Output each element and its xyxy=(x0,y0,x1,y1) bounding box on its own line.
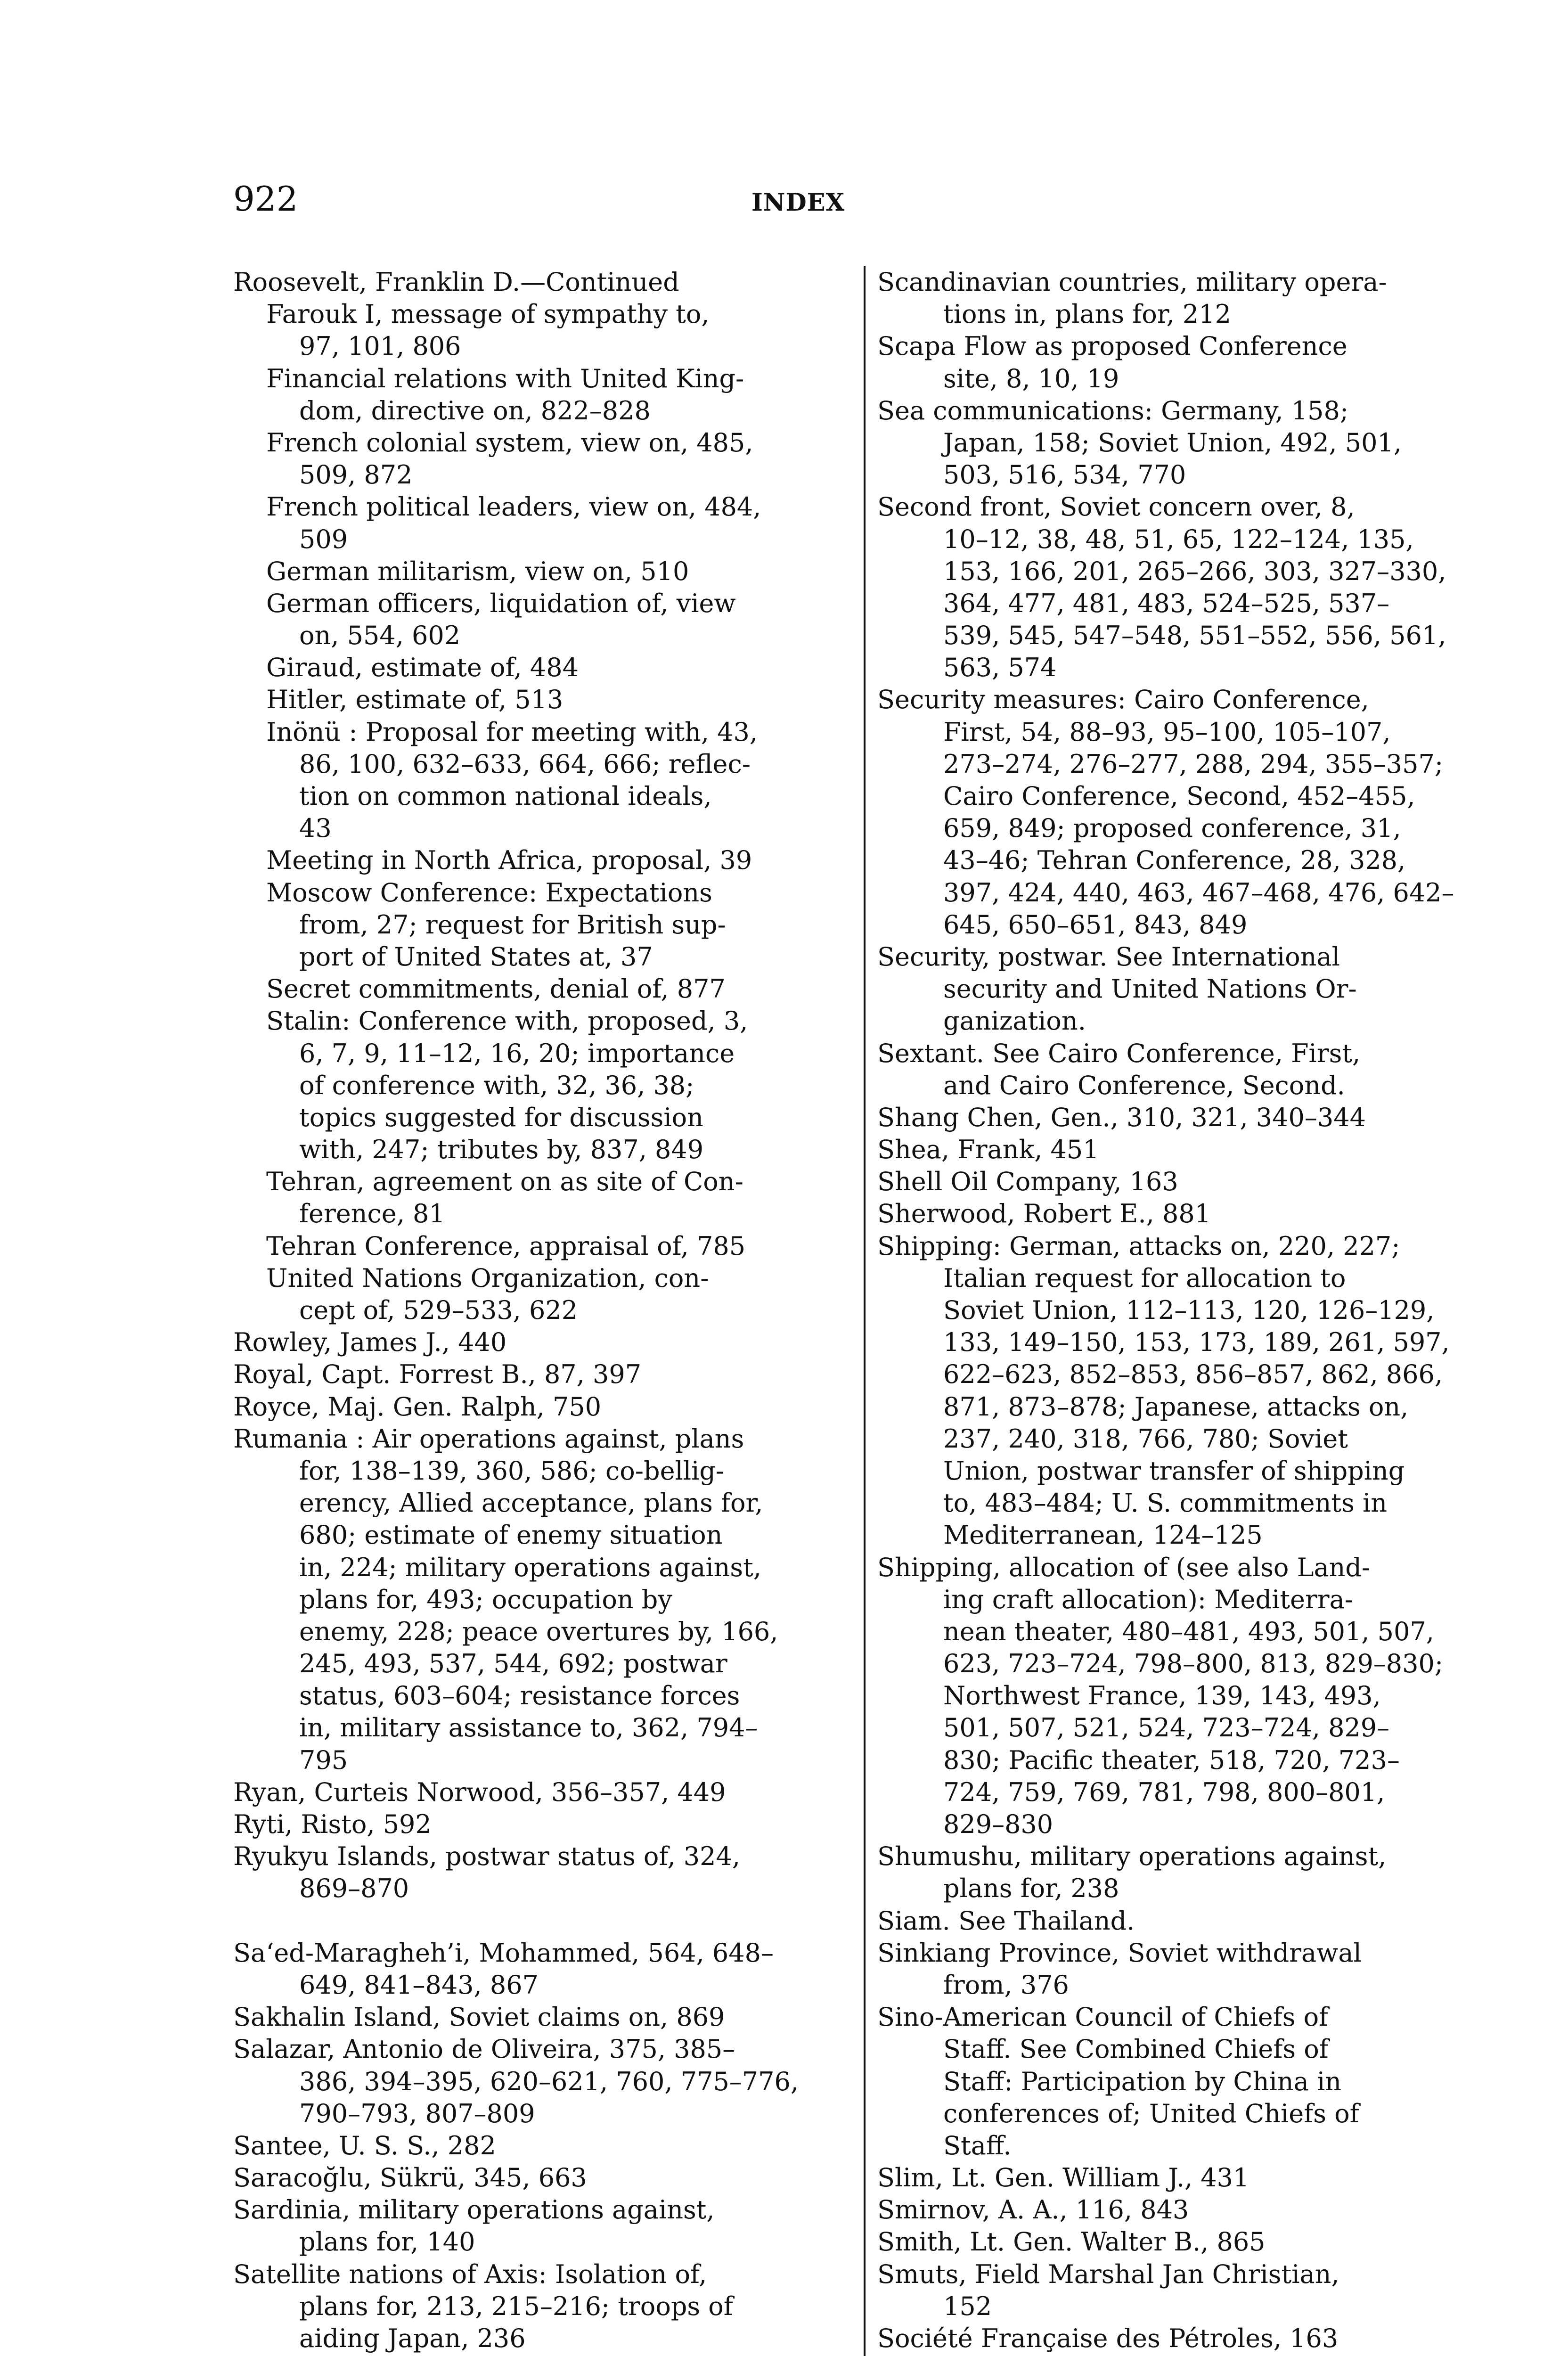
index-line: Roosevelt, Franklin D.—Continued xyxy=(233,267,679,297)
index-line: Smith, Lt. Gen. Walter B., 865 xyxy=(877,2227,1266,2257)
index-line: Sextant. See Cairo Conference, First, xyxy=(877,1038,1361,1068)
index-line: nean theater, 480–481, 493, 501, 507, xyxy=(943,1616,1434,1646)
index-line: Stalin: Conference with, proposed, 3, xyxy=(266,1006,748,1036)
index-line: 397, 424, 440, 463, 467–468, 476, 642– xyxy=(943,877,1454,908)
index-line: 659, 849; proposed conference, 31, xyxy=(943,813,1401,843)
index-line: from, 27; request for British sup- xyxy=(299,909,726,940)
index-line: tions in, plans for, 212 xyxy=(943,299,1231,329)
index-line: 152 xyxy=(943,2291,992,2321)
index-line: 245, 493, 537, 544, 692; postwar xyxy=(299,1649,727,1679)
index-line: ganization. xyxy=(943,1006,1086,1036)
index-line: 869–870 xyxy=(299,1873,409,1904)
index-line: United Nations Organization, con- xyxy=(266,1263,709,1293)
index-line: in, military assistance to, 362, 794– xyxy=(299,1713,758,1743)
index-line: plans for, 213, 215–216; troops of xyxy=(299,2291,733,2321)
index-line: site, 8, 10, 19 xyxy=(943,363,1119,393)
page-number: 922 xyxy=(233,179,298,219)
index-line: 10–12, 38, 48, 51, 65, 122–124, 135, xyxy=(943,524,1414,554)
index-line: Cairo Conference, Second, 452–455, xyxy=(943,781,1415,811)
index-line: 622–623, 852–853, 856–857, 862, 866, xyxy=(943,1359,1443,1390)
index-line: Staff. See Combined Chiefs of xyxy=(943,2034,1329,2064)
index-line: Union, postwar transfer of shipping xyxy=(943,1456,1405,1486)
index-line: Shipping: German, attacks on, 220, 227; xyxy=(877,1231,1400,1261)
index-line: 97, 101, 806 xyxy=(299,331,461,361)
index-line: Northwest France, 139, 143, 493, xyxy=(943,1681,1381,1711)
index-line: Satellite nations of Axis: Isolation of, xyxy=(233,2259,707,2289)
left-index-column xyxy=(233,266,853,2356)
index-line: 86, 100, 632–633, 664, 666; reflec- xyxy=(299,749,751,779)
index-line: Second front, Soviet concern over, 8, xyxy=(877,492,1355,522)
index-line: plans for, 238 xyxy=(943,1873,1119,1904)
index-line: Inönü : Proposal for meeting with, 43, xyxy=(266,717,758,747)
right-index-column xyxy=(877,266,1496,2356)
index-line: Secret commitments, denial of, 877 xyxy=(266,974,726,1004)
running-title: INDEX xyxy=(751,188,845,217)
index-line: Soviet Union, 112–113, 120, 126–129, xyxy=(943,1295,1435,1325)
index-line: 790–793, 807–809 xyxy=(299,2098,535,2128)
index-line: Salazar, Antonio de Oliveira, 375, 385– xyxy=(233,2034,735,2064)
index-line: French colonial system, view on, 485, xyxy=(266,427,753,458)
index-line: status, 603–604; resistance forces xyxy=(299,1681,740,1711)
index-line: Giraud, estimate of, 484 xyxy=(266,653,579,683)
index-line: Royal, Capt. Forrest B., 87, 397 xyxy=(233,1359,642,1390)
index-line: Ryan, Curteis Norwood, 356–357, 449 xyxy=(233,1777,726,1807)
index-spacer xyxy=(233,1905,853,1937)
index-line: to, 483–484; U. S. commitments in xyxy=(943,1488,1388,1518)
index-line: of conference with, 32, 36, 38; xyxy=(299,1070,694,1100)
index-line: Japan, 158; Soviet Union, 492, 501, xyxy=(943,427,1402,458)
index-line: 237, 240, 318, 766, 780; Soviet xyxy=(943,1423,1348,1454)
index-line: Sherwood, Robert E., 881 xyxy=(877,1199,1211,1229)
index-line: 829–830 xyxy=(943,1809,1054,1839)
index-line: tion on common national ideals, xyxy=(299,781,712,811)
index-line: port of United States at, 37 xyxy=(299,941,653,972)
index-line: Rumania : Air operations against, plans xyxy=(233,1423,744,1454)
index-line: from, 376 xyxy=(943,1970,1069,2000)
index-line: 623, 723–724, 798–800, 813, 829–830; xyxy=(943,1649,1444,1679)
index-line: Siam. See Thailand. xyxy=(877,1906,1135,1936)
index-line: 509 xyxy=(299,524,348,554)
index-line: 645, 650–651, 843, 849 xyxy=(943,909,1248,940)
index-line: 871, 873–878; Japanese, attacks on, xyxy=(943,1391,1409,1422)
index-line: in, 224; military operations against, xyxy=(299,1552,761,1582)
index-line: Meeting in North Africa, proposal, 39 xyxy=(266,845,752,875)
index-line: 386, 394–395, 620–621, 760, 775–776, xyxy=(299,2066,799,2096)
index-line: security and United Nations Or- xyxy=(943,974,1357,1004)
index-line: with, 247; tributes by, 837, 849 xyxy=(299,1135,704,1165)
index-line: Smuts, Field Marshal Jan Christian, xyxy=(877,2259,1339,2289)
index-line: French political leaders, view on, 484, xyxy=(266,492,761,522)
index-line: Smirnov, A. A., 116, 843 xyxy=(877,2195,1189,2225)
index-line: German militarism, view on, 510 xyxy=(266,556,689,586)
index-line: Sardinia, military operations against, xyxy=(233,2195,715,2225)
index-line: Shipping, allocation of (see also Land- xyxy=(877,1552,1371,1582)
index-line: Shea, Frank, 451 xyxy=(877,1135,1099,1165)
index-line: ference, 81 xyxy=(299,1199,445,1229)
index-line: Ryti, Risto, 592 xyxy=(233,1809,432,1839)
index-line: Sino-American Council of Chiefs of xyxy=(877,2002,1329,2032)
index-line: 364, 477, 481, 483, 524–525, 537– xyxy=(943,588,1390,618)
index-line: topics suggested for discussion xyxy=(299,1102,703,1132)
index-line: 6, 7, 9, 11–12, 16, 20; importance xyxy=(299,1038,735,1068)
index-line: Société Française des Pétroles, 163 xyxy=(877,2323,1339,2353)
index-line: Shang Chen, Gen., 310, 321, 340–344 xyxy=(877,1102,1366,1132)
index-line: 539, 545, 547–548, 551–552, 556, 561, xyxy=(943,621,1446,651)
column-divider xyxy=(864,266,866,2356)
index-line: 649, 841–843, 867 xyxy=(299,1970,539,2000)
index-line: Staff. xyxy=(943,2130,1012,2160)
index-line: Sinkiang Province, Soviet withdrawal xyxy=(877,1938,1362,1968)
index-line: 830; Pacific theater, 518, 720, 723– xyxy=(943,1745,1400,1775)
index-line: enemy, 228; peace overtures by, 166, xyxy=(299,1616,778,1646)
index-line: Shumushu, military operations against, xyxy=(877,1841,1387,1872)
index-line: Tehran, agreement on as site of Con- xyxy=(266,1167,743,1197)
index-line: erency, Allied acceptance, plans for, xyxy=(299,1488,763,1518)
index-line: Security measures: Cairo Conference, xyxy=(877,685,1369,715)
index-line: plans for, 140 xyxy=(299,2227,475,2257)
index-line: for, 138–139, 360, 586; co-bellig- xyxy=(299,1456,725,1486)
index-line: 503, 516, 534, 770 xyxy=(943,460,1186,490)
index-line: plans for, 493; occupation by xyxy=(299,1584,672,1614)
index-line: 680; estimate of enemy situation xyxy=(299,1520,723,1550)
index-line: Santee, U. S. S., 282 xyxy=(233,2130,496,2160)
index-line: 43–46; Tehran Conference, 28, 328, xyxy=(943,845,1406,875)
index-line: 273–274, 276–277, 288, 294, 355–357; xyxy=(943,749,1444,779)
index-line: Tehran Conference, appraisal of, 785 xyxy=(266,1231,746,1261)
index-line: Farouk I, message of sympathy to, xyxy=(266,299,710,329)
index-line: Sa‘ed-Maragheh’i, Mohammed, 564, 648– xyxy=(233,1938,774,1968)
index-line: Italian request for allocation to xyxy=(943,1263,1346,1293)
index-line: Moscow Conference: Expectations xyxy=(266,877,712,908)
index-line: Slim, Lt. Gen. William J., 431 xyxy=(877,2163,1250,2193)
page-header xyxy=(233,180,1496,222)
index-line: German officers, liquidation of, view xyxy=(266,588,736,618)
index-line: Shell Oil Company, 163 xyxy=(877,1167,1178,1197)
index-line: Sea communications: Germany, 158; xyxy=(877,395,1349,425)
index-line: Mediterranean, 124–125 xyxy=(943,1520,1263,1550)
index-line: 724, 759, 769, 781, 798, 800–801, xyxy=(943,1777,1385,1807)
index-line: on, 554, 602 xyxy=(299,621,461,651)
index-line: 509, 872 xyxy=(299,460,413,490)
index-line: Hitler, estimate of, 513 xyxy=(266,685,564,715)
index-line: conferences of; United Chiefs of xyxy=(943,2098,1359,2128)
index-line: dom, directive on, 822–828 xyxy=(299,395,651,425)
index-line: 43 xyxy=(299,813,332,843)
index-line: Ryukyu Islands, postwar status of, 324, xyxy=(233,1841,741,1872)
index-line: 795 xyxy=(299,1745,348,1775)
index-line: 563, 574 xyxy=(943,653,1057,683)
index-line: 501, 507, 521, 524, 723–724, 829– xyxy=(943,1713,1390,1743)
index-line: Royce, Maj. Gen. Ralph, 750 xyxy=(233,1391,602,1422)
index-line: Rowley, James J., 440 xyxy=(233,1327,507,1358)
index-line: cept of, 529–533, 622 xyxy=(299,1295,578,1325)
index-line: Financial relations with United King- xyxy=(266,363,744,393)
index-line: Sakhalin Island, Soviet claims on, 869 xyxy=(233,2002,725,2032)
index-line: Security, postwar. See International xyxy=(877,941,1340,972)
index-line: Saracoğlu, Sükrü, 345, 663 xyxy=(233,2163,587,2193)
index-line: 153, 166, 201, 265–266, 303, 327–330, xyxy=(943,556,1446,586)
index-line: Scandinavian countries, military opera- xyxy=(877,267,1387,297)
index-line: Scapa Flow as proposed Conference xyxy=(877,331,1348,361)
index-line: 133, 149–150, 153, 173, 189, 261, 597, xyxy=(943,1327,1450,1358)
index-line: aiding Japan, 236 xyxy=(299,2323,526,2353)
index-line: and Cairo Conference, Second. xyxy=(943,1070,1345,1100)
index-line: First, 54, 88–93, 95–100, 105–107, xyxy=(943,717,1391,747)
index-line: ing craft allocation): Mediterra- xyxy=(943,1584,1354,1614)
index-line: Staff: Participation by China in xyxy=(943,2066,1341,2096)
